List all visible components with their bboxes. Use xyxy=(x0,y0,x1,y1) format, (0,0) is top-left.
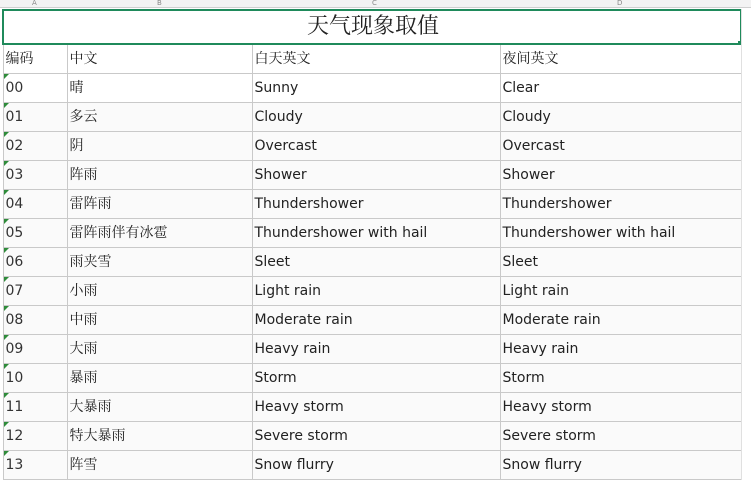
table-row xyxy=(3,306,741,335)
table-row xyxy=(3,451,741,480)
cell-chinese[interactable] xyxy=(67,74,252,103)
cell-night-english-text: Sleet xyxy=(502,254,538,270)
cell-code-text: 11 xyxy=(5,399,24,415)
cell-day-english[interactable] xyxy=(252,248,500,277)
cell-night-english-text: Overcast xyxy=(502,138,565,154)
column-header-a[interactable]: A xyxy=(32,0,37,7)
cell-day-english[interactable] xyxy=(252,306,500,335)
table-row xyxy=(3,422,741,451)
cell-code[interactable] xyxy=(3,306,67,335)
number-as-text-indicator-icon xyxy=(4,364,9,369)
cell-code-text: 04 xyxy=(5,196,24,212)
column-header-b[interactable]: B xyxy=(157,0,162,7)
cell-night-english[interactable] xyxy=(500,74,741,103)
cell-day-english-text: Shower xyxy=(254,167,307,183)
cell-code[interactable] xyxy=(3,335,67,364)
header-code-cell[interactable]: 编码 xyxy=(3,44,67,74)
cell-day-english[interactable] xyxy=(252,451,500,480)
table-row xyxy=(3,74,741,103)
cell-day-english[interactable] xyxy=(252,161,500,190)
cell-day-english-text: Thundershower with hail xyxy=(254,225,428,241)
cell-night-english-text: Moderate rain xyxy=(502,312,601,328)
cell-day-english-text: Thundershower xyxy=(254,196,364,212)
cell-chinese[interactable] xyxy=(67,451,252,480)
cell-code-text: 07 xyxy=(5,283,24,299)
cell-night-english-text: Severe storm xyxy=(502,428,596,444)
cell-day-english-text: Heavy rain xyxy=(254,341,331,357)
table-row xyxy=(3,364,741,393)
number-as-text-indicator-icon xyxy=(4,277,9,282)
spreadsheet-grid xyxy=(2,9,742,480)
cell-night-english[interactable] xyxy=(500,364,741,393)
cell-code-text: 06 xyxy=(5,254,24,270)
cell-night-english-text: Cloudy xyxy=(502,109,551,125)
table-row xyxy=(3,132,741,161)
cell-night-english-text: Shower xyxy=(502,167,555,183)
cell-code[interactable] xyxy=(3,103,67,132)
cell-day-english-text: Heavy storm xyxy=(254,399,344,415)
cell-night-english[interactable] xyxy=(500,393,741,422)
cell-day-english-text: Sunny xyxy=(254,80,299,96)
cell-chinese-text: 大暴雨 xyxy=(69,399,112,415)
cell-chinese[interactable] xyxy=(67,364,252,393)
number-as-text-indicator-icon xyxy=(4,219,9,224)
cell-chinese-text: 特大暴雨 xyxy=(69,428,126,444)
cell-night-english-text: Thundershower with hail xyxy=(502,225,676,241)
cell-code[interactable] xyxy=(3,74,67,103)
cell-day-english-text: Moderate rain xyxy=(254,312,353,328)
table-row xyxy=(3,103,741,132)
cell-chinese[interactable] xyxy=(67,248,252,277)
cell-code[interactable] xyxy=(3,422,67,451)
number-as-text-indicator-icon xyxy=(4,161,9,166)
cell-code[interactable] xyxy=(3,393,67,422)
number-as-text-indicator-icon xyxy=(4,103,9,108)
cell-code-text: 09 xyxy=(5,341,24,357)
cell-code-text: 05 xyxy=(5,225,24,241)
header-day-en-cell[interactable]: 白天英文 xyxy=(252,44,500,74)
cell-code-text: 13 xyxy=(5,457,24,473)
cell-code[interactable] xyxy=(3,190,67,219)
cell-code[interactable] xyxy=(3,161,67,190)
number-as-text-indicator-icon xyxy=(4,393,9,398)
cell-night-english-text: Light rain xyxy=(502,283,569,299)
cell-night-english[interactable] xyxy=(500,422,741,451)
cell-chinese-text: 雨夹雪 xyxy=(69,254,112,270)
number-as-text-indicator-icon xyxy=(4,335,9,340)
column-header-d[interactable]: D xyxy=(617,0,623,7)
cell-code-text: 01 xyxy=(5,109,24,125)
cell-chinese-text: 阴 xyxy=(69,138,84,154)
table-row xyxy=(3,190,741,219)
cell-night-english-text: Heavy storm xyxy=(502,399,592,415)
cell-night-english[interactable] xyxy=(500,219,741,248)
cell-code-text: 10 xyxy=(5,370,24,386)
cell-chinese[interactable] xyxy=(67,306,252,335)
cell-chinese[interactable] xyxy=(67,190,252,219)
cell-chinese-text: 小雨 xyxy=(69,283,98,299)
cell-chinese-text: 暴雨 xyxy=(69,370,98,386)
cell-chinese[interactable] xyxy=(67,393,252,422)
cell-day-english[interactable] xyxy=(252,103,500,132)
header-row xyxy=(3,44,741,74)
cell-day-english[interactable] xyxy=(252,219,500,248)
column-header-c[interactable]: C xyxy=(372,0,377,7)
table-row xyxy=(3,393,741,422)
cell-night-english[interactable] xyxy=(500,248,741,277)
cell-code-text: 08 xyxy=(5,312,24,328)
cell-chinese-text: 阵雨 xyxy=(69,167,98,183)
cell-night-english[interactable] xyxy=(500,132,741,161)
cell-night-english-text: Storm xyxy=(502,370,545,386)
cell-day-english-text: Snow flurry xyxy=(254,457,334,473)
cell-code-text: 00 xyxy=(5,80,24,96)
cell-night-english-text: Thundershower xyxy=(502,196,612,212)
cell-chinese-text: 雷阵雨 xyxy=(69,196,112,212)
table-row xyxy=(3,248,741,277)
cell-day-english-text: Storm xyxy=(254,370,297,386)
cell-night-english-text: Snow flurry xyxy=(502,457,582,473)
cell-day-english-text: Sleet xyxy=(254,254,290,270)
cell-chinese[interactable] xyxy=(67,335,252,364)
cell-code[interactable] xyxy=(3,219,67,248)
cell-night-english[interactable] xyxy=(500,306,741,335)
cell-night-english[interactable] xyxy=(500,335,741,364)
cell-code[interactable] xyxy=(3,364,67,393)
cell-chinese[interactable] xyxy=(67,103,252,132)
cell-day-english[interactable] xyxy=(252,132,500,161)
cell-day-english-text: Light rain xyxy=(254,283,321,299)
cell-code[interactable] xyxy=(3,248,67,277)
cell-day-english[interactable] xyxy=(252,364,500,393)
cell-chinese-text: 晴 xyxy=(69,80,84,96)
number-as-text-indicator-icon xyxy=(4,248,9,253)
cell-chinese[interactable] xyxy=(67,161,252,190)
number-as-text-indicator-icon xyxy=(4,132,9,137)
cell-day-english[interactable] xyxy=(252,393,500,422)
cell-code[interactable] xyxy=(3,451,67,480)
cell-day-english-text: Severe storm xyxy=(254,428,348,444)
cell-night-english-text: Clear xyxy=(502,80,540,96)
sheet-title-cell[interactable] xyxy=(3,10,741,44)
cell-night-english[interactable] xyxy=(500,161,741,190)
table-row xyxy=(3,161,741,190)
cell-day-english-text: Cloudy xyxy=(254,109,303,125)
table-row xyxy=(3,335,741,364)
cell-code-text: 03 xyxy=(5,167,24,183)
cell-day-english-text: Overcast xyxy=(254,138,317,154)
cell-code[interactable] xyxy=(3,132,67,161)
number-as-text-indicator-icon xyxy=(4,190,9,195)
cell-code[interactable] xyxy=(3,277,67,306)
number-as-text-indicator-icon xyxy=(4,451,9,456)
cell-night-english[interactable] xyxy=(500,190,741,219)
cell-chinese[interactable] xyxy=(67,132,252,161)
cell-night-english[interactable] xyxy=(500,277,741,306)
cell-day-english[interactable] xyxy=(252,335,500,364)
cell-chinese[interactable] xyxy=(67,219,252,248)
cell-day-english[interactable] xyxy=(252,190,500,219)
cell-chinese-text: 多云 xyxy=(69,109,98,125)
cell-night-english[interactable] xyxy=(500,451,741,480)
cell-day-english[interactable] xyxy=(252,422,500,451)
cell-chinese-text: 中雨 xyxy=(69,312,98,328)
number-as-text-indicator-icon xyxy=(4,422,9,427)
cell-chinese-text: 雷阵雨伴有冰雹 xyxy=(69,225,168,241)
cell-night-english[interactable] xyxy=(500,103,741,132)
cell-day-english[interactable] xyxy=(252,277,500,306)
sheet-right-gutter xyxy=(741,9,751,480)
table-row xyxy=(3,277,741,306)
header-night-en-cell[interactable]: 夜间英文 xyxy=(500,44,741,74)
cell-chinese-text: 大雨 xyxy=(69,341,98,357)
cell-day-english[interactable] xyxy=(252,74,500,103)
column-header-bar xyxy=(0,0,751,8)
header-chinese-cell[interactable]: 中文 xyxy=(67,44,252,74)
table-row xyxy=(3,219,741,248)
number-as-text-indicator-icon xyxy=(4,306,9,311)
cell-chinese[interactable] xyxy=(67,422,252,451)
cell-code-text: 12 xyxy=(5,428,24,444)
sheet-title: 天气现象取值 xyxy=(307,14,440,39)
cell-chinese[interactable] xyxy=(67,277,252,306)
number-as-text-indicator-icon xyxy=(4,74,9,79)
cell-code-text: 02 xyxy=(5,138,24,154)
cell-night-english-text: Heavy rain xyxy=(502,341,579,357)
cell-chinese-text: 阵雪 xyxy=(69,457,98,473)
